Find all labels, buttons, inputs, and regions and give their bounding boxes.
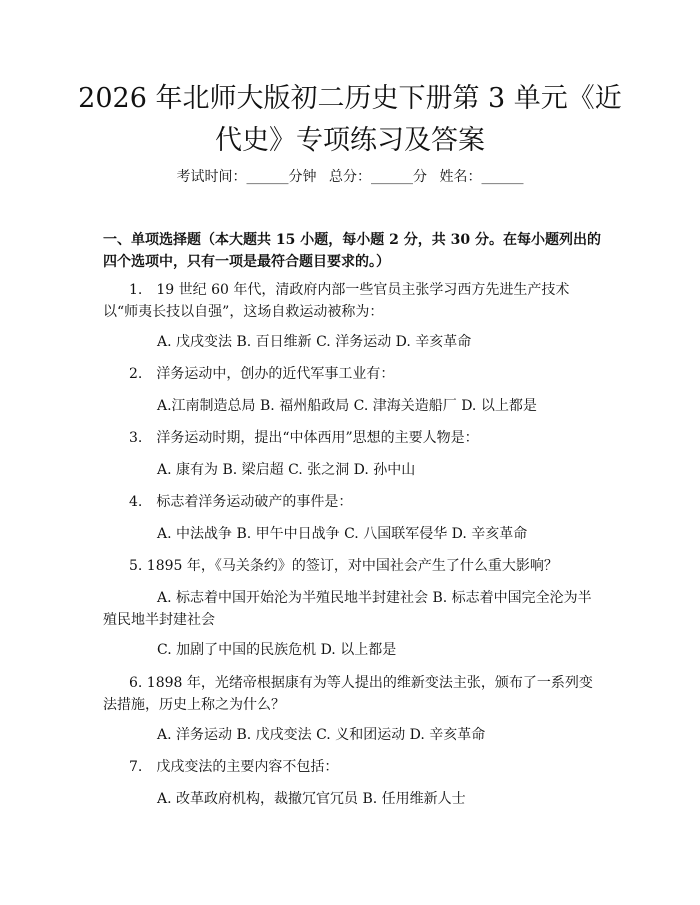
question-options: A. 康有为 B. 梁启超 C. 张之洞 D. 孙中山 <box>157 462 416 478</box>
question-stem: 4. 标志着洋务运动破产的事件是： <box>129 494 353 510</box>
question-stem: 1. 19 世纪 60 年代，清政府内部一些官员主张学习西方先进生产技术以“师夷长技以自强”，这场自救运动被称为： <box>103 282 570 320</box>
question-options: A. 标志着中国开始沦为半殖民地半封建社会 B. 标志着中国完全沦为半殖民地半封建社会 <box>103 590 592 628</box>
question-options: A. 改革政府机构，裁撤冗官冗员 B. 任用维新人士 <box>157 791 466 807</box>
document-title <box>70 78 630 162</box>
question-stem: 2. 洋务运动中，创办的近代军事工业有： <box>129 366 395 382</box>
question-options: C. 加剧了中国的民族危机 D. 以上都是 <box>157 642 397 658</box>
question-options: A. 戊戌变法 B. 百日维新 C. 洋务运动 D. 辛亥革命 <box>157 334 472 350</box>
question-options: A. 中法战争 B. 甲午中日战争 C. 八国联军侵华 D. 辛亥革命 <box>157 526 528 542</box>
question-stem: 6. 1898 年，光绪帝根据康有为等人提出的维新变法主张，颁布了一系列变法措施，历史上称之为什么？ <box>103 675 593 713</box>
question-options: A.江南制造总局 B. 福州船政局 C. 津海关造船厂 D. 以上都是 <box>157 398 537 414</box>
student-name-field: 姓名：______ <box>439 169 524 185</box>
question-options: A. 洋务运动 B. 戊戌变法 C. 义和团运动 D. 辛亥革命 <box>157 727 486 743</box>
question-stem: 5. 1895 年，《马关条约》的签订，对中国社会产生了什么重大影响？ <box>129 558 558 574</box>
total-score-field: 总分：______分 <box>329 169 427 185</box>
exam-info-line <box>0 166 700 188</box>
exam-time-field: 考试时间：______分钟 <box>176 169 317 185</box>
question-stem: 3. 洋务运动时期，提出“中体西用”思想的主要人物是： <box>129 430 479 446</box>
question-stem: 7. 戊戌变法的主要内容不包括： <box>129 759 339 775</box>
title-line-1: 2026 年北师大版初二历史下册第 3 单元《近 <box>78 83 622 114</box>
title-line-2: 代史》专项练习及答案 <box>215 125 485 156</box>
section-heading: 一、单项选择题（本大题共 15 小题，每小题 2 分，共 30 分。在每小题列出的四个选项中，只有一项是最符合题目要求的。） <box>103 232 601 270</box>
